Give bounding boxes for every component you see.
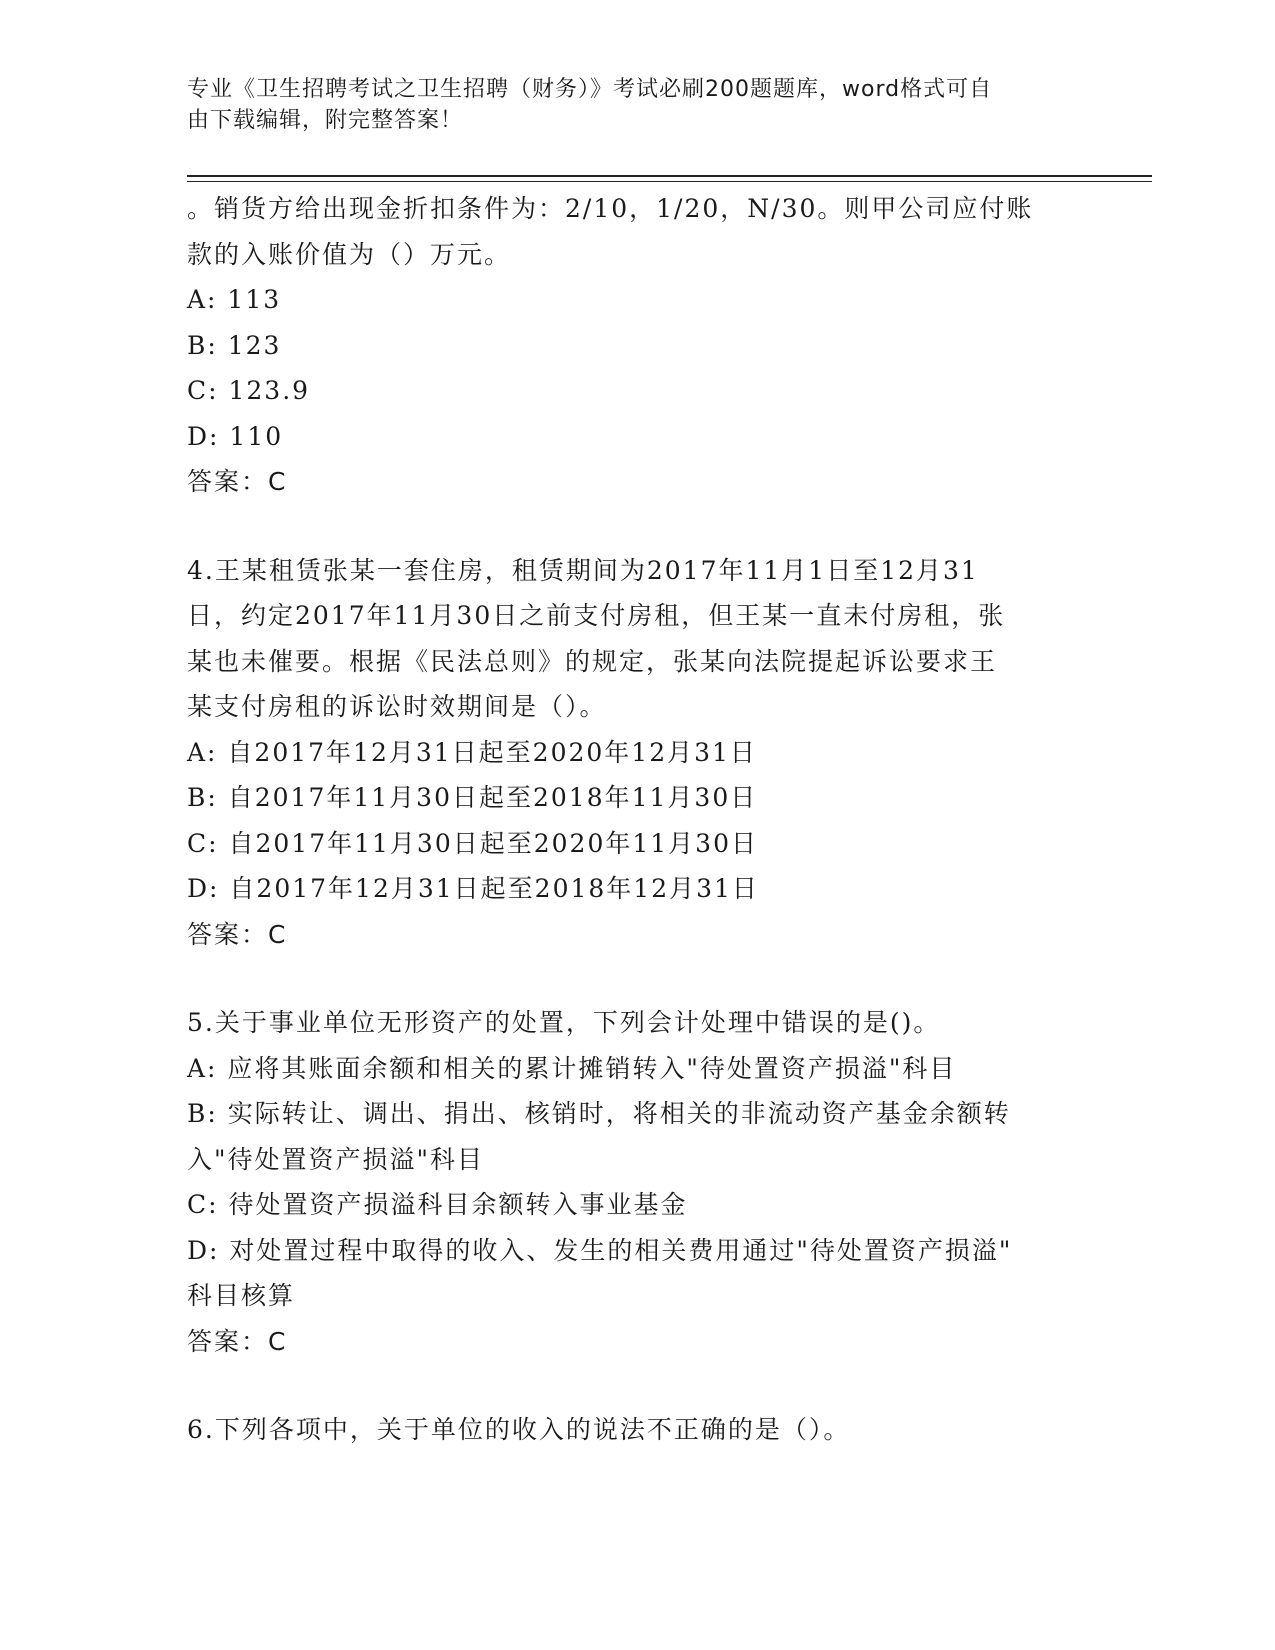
option-a: A: 113 [187, 285, 282, 314]
question-3 [187, 186, 1087, 505]
question-text: 6.下列各项中，关于单位的收入的说法不正确的是（）。 [187, 1415, 851, 1444]
option-d: D: 自2017年12月31日起至2018年12月31日 [187, 874, 759, 903]
question-text: 款的入账价值为（）万元。 [187, 239, 512, 269]
header-title-line-2: 由下载编辑，附完整答案！ [187, 108, 464, 133]
question-text: 某支付房租的诉讼时效期间是（）。 [187, 692, 607, 721]
answer: 答案：C [187, 1326, 288, 1356]
option-b: B: 123 [187, 330, 282, 360]
document-header [187, 74, 1077, 136]
question-5 [187, 1000, 1087, 1364]
option-c: C: 自2017年11月30日起至2020年11月30日 [187, 828, 758, 858]
option-c: C: 123.9 [187, 376, 311, 405]
question-text: 日，约定2017年11月30日之前支付房租，但王某一直未付房租，张 [187, 601, 1006, 630]
question-6 [187, 1407, 1087, 1453]
option-b: B: 自2017年11月30日起至2018年11月30日 [187, 783, 758, 812]
option-d: D: 对处置过程中取得的收入、发生的相关费用通过"待处置资产损溢" [187, 1235, 1013, 1265]
option-c: C: 待处置资产损溢科目余额转入事业基金 [187, 1190, 688, 1219]
question-text: 4.王某租赁张某一套住房，租赁期间为2017年11月1日至12月31 [187, 555, 979, 585]
header-title-line-1: 专业《卫生招聘考试之卫生招聘（财务）》考试必刷200题题库，word格式可自 [187, 77, 993, 102]
option-b-continued: 入"待处置资产损溢"科目 [187, 1144, 484, 1174]
spacer [187, 1364, 1087, 1407]
header-divider [187, 175, 1152, 182]
option-a: A: 自2017年12月31日起至2020年12月31日 [187, 737, 757, 767]
spacer [187, 505, 1087, 548]
option-d: D: 110 [187, 421, 284, 451]
answer: 答案：C [187, 919, 288, 949]
question-text: 。销货方给出现金折扣条件为：2/10，1/20，N/30。则甲公司应付账 [187, 194, 1034, 223]
question-list [187, 186, 1087, 1453]
spacer [187, 957, 1087, 1000]
answer: 答案：C [187, 467, 288, 496]
option-b: B: 实际转让、调出、捐出、核销时，将相关的非流动资产基金余额转 [187, 1099, 1011, 1128]
question-text: 5.关于事业单位无形资产的处置，下列会计处理中错误的是()。 [187, 1008, 941, 1037]
question-4 [187, 548, 1087, 958]
option-a: A: 应将其账面余额和相关的累计摊销转入"待处置资产损溢"科目 [187, 1053, 957, 1083]
option-d-continued: 科目核算 [187, 1281, 296, 1310]
question-text: 某也未催要。根据《民法总则》的规定，张某向法院提起诉讼要求王 [187, 646, 998, 676]
